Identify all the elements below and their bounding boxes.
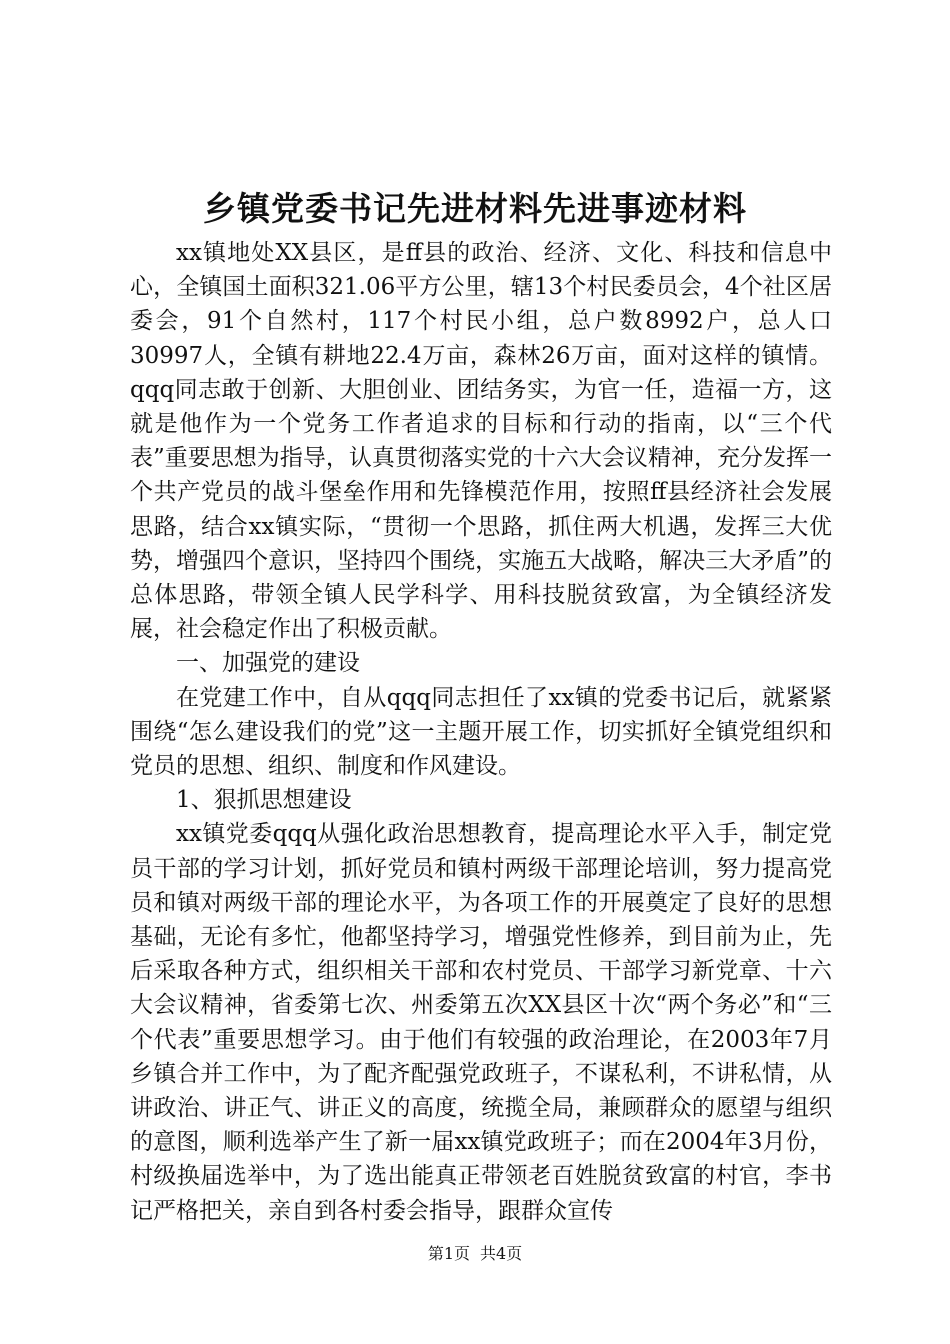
intro-paragraph: xx镇地处XX县区，是ff县的政治、经济、文化、科技和信息中心，全镇国土面积321.06平方公里，辖13个村民委员会，4个社区居委会，91个自然村，117个村民小组，总户数8992户，总人口30997人，全镇有耕地22.4万亩，森林26万亩，面对这样的镇情。qqq同志敢于创新、大胆创业、团结务实，为官一任，造福一方，这就是他作为一个党务工作者追求的目标和行动的指南，以“三个代表”重要思想为指导，认真贯彻落实党的十六大会议精神，充分发挥一个共产党员的战斗堡垒作用和先锋模范作用，按照ff县经济社会发展思路，结合xx镇实际，“贯彻一个思路，抓住两大机遇，发挥三大优势，增强四个意识，坚持四个围绕，实施五大战略，解决三大矛盾”的总体思路，带领全镇人民学科学、用科技脱贫致富，为全镇经济发展，社会稳定作出了积极贡献。 xyxy=(130,240,832,643)
page-footer xyxy=(0,1243,950,1265)
page-number: 第1页 xyxy=(427,1244,470,1263)
document-title: 乡镇党委书记先进材料先进事迹材料 xyxy=(203,189,747,228)
party-building-paragraph: 在党建工作中，自从qqq同志担任了xx镇的党委书记后，就紧紧围绕“怎么建设我们的党”这一主题开展工作，切实抓好全镇党组织和党员的思想、组织、制度和作风建设。 xyxy=(130,684,832,780)
section-heading-party-building: 一、加强党的建设 xyxy=(176,650,360,677)
document-body xyxy=(130,236,832,1228)
ideology-paragraph: xx镇党委qqq从强化政治思想教育，提高理论水平入手，制定党员干部的学习计划，抓好党员和镇村两级干部理论培训，努力提高党员和镇对两级干部的理论水平，为各项工作的开展奠定了良好的思想基础，无论有多忙，他都坚持学习，增强党性修养，到目前为止，先后采取各种方式，组织相关干部和农村党员、干部学习新党章、十六大会议精神，省委第七次、州委第五次XX县区十次“两个务必”和“三个代表”重要思想学习。由于他们有较强的政治理论，在2003年7月乡镇合并工作中，为了配齐配强党政班子，不谋私利，不讲私情，从讲政治、讲正气、讲正义的高度，统揽全局，兼顾群众的愿望与组织的意图，顺利选举产生了新一届xx镇党政班子；而在2004年3月份，村级换届选举中，为了选出能真正带领老百姓脱贫致富的村官，李书记严格把关，亲自到各村委会指导，跟群众宣传 xyxy=(130,821,832,1224)
page-total: 共4页 xyxy=(480,1244,523,1263)
subsection-heading-ideology: 1、狠抓思想建设 xyxy=(176,787,352,814)
